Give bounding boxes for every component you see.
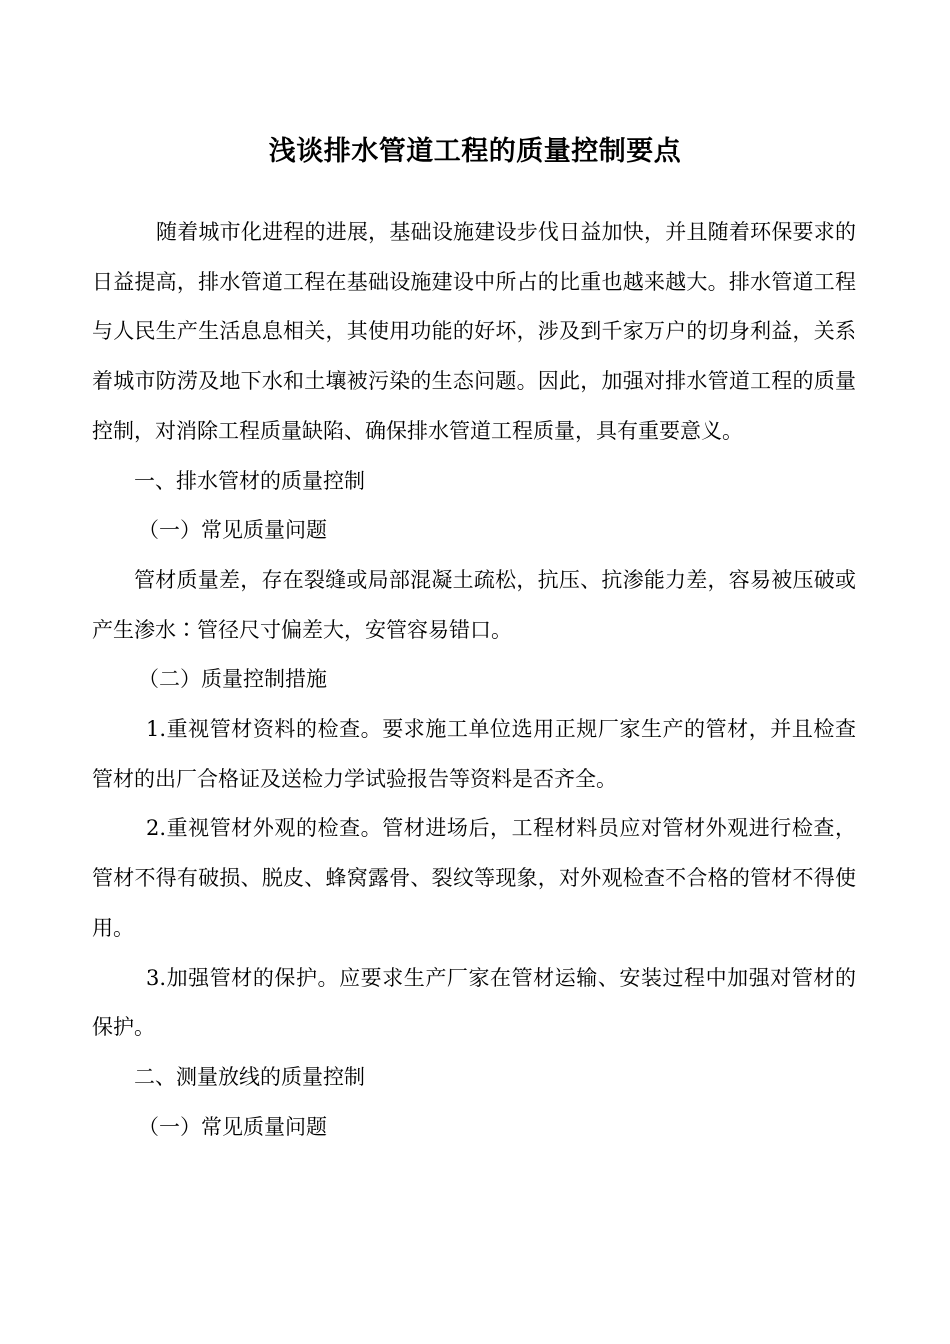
measure-paragraph-3: 3.加强管材的保护。应要求生产厂家在管材运输、安装过程中加强对管材的保护。: [92, 965, 856, 1040]
problem-paragraph: 管材质量差，存在裂缝或局部混凝土疏松，抗压、抗渗能力差，容易被压破或产生渗水∶管径尺寸偏差大，安管容易错口。: [92, 567, 856, 642]
intro-paragraph: 随着城市化进程的进展，基础设施建设步伐日益加快，并且随着环保要求的日益提高，排水管道工程在基础设施建设中所占的比重也越来越大。排水管道工程与人民生产生活息息相关，其使用功能的好坏，涉及到千家万户的切身利益，关系着城市防涝及地下水和土壤被污染的生态问题。因此，加强对排水管道工程的质量控制，对消除工程质量缺陷、确保排水管道工程质量，具有重要意义。: [92, 220, 856, 443]
subsection-heading-2-1: （一）常见质量问题: [138, 1114, 327, 1139]
subsection-heading-1-2: （二）质量控制措施: [138, 667, 327, 692]
measure-paragraph-1: 1.重视管材资料的检查。要求施工单位选用正规厂家生产的管材，并且检查管材的出厂合格证及送检力学试验报告等资料是否齐全。: [92, 717, 856, 791]
document-body: [92, 208, 856, 1152]
document-title: 浅谈排水管道工程的质量控制要点: [268, 136, 682, 167]
subsection-heading-1-1: （一）常见质量问题: [138, 518, 327, 543]
section-heading-2: 二、测量放线的质量控制: [134, 1064, 365, 1089]
section-heading-1: 一、排水管材的质量控制: [134, 468, 365, 493]
measure-paragraph-2: 2.重视管材外观的检查。管材进场后，工程材料员应对管材外观进行检查，管材不得有破损、脱皮、蜂窝露骨、裂纹等现象，对外观检查不合格的管材不得使用。: [92, 816, 856, 940]
